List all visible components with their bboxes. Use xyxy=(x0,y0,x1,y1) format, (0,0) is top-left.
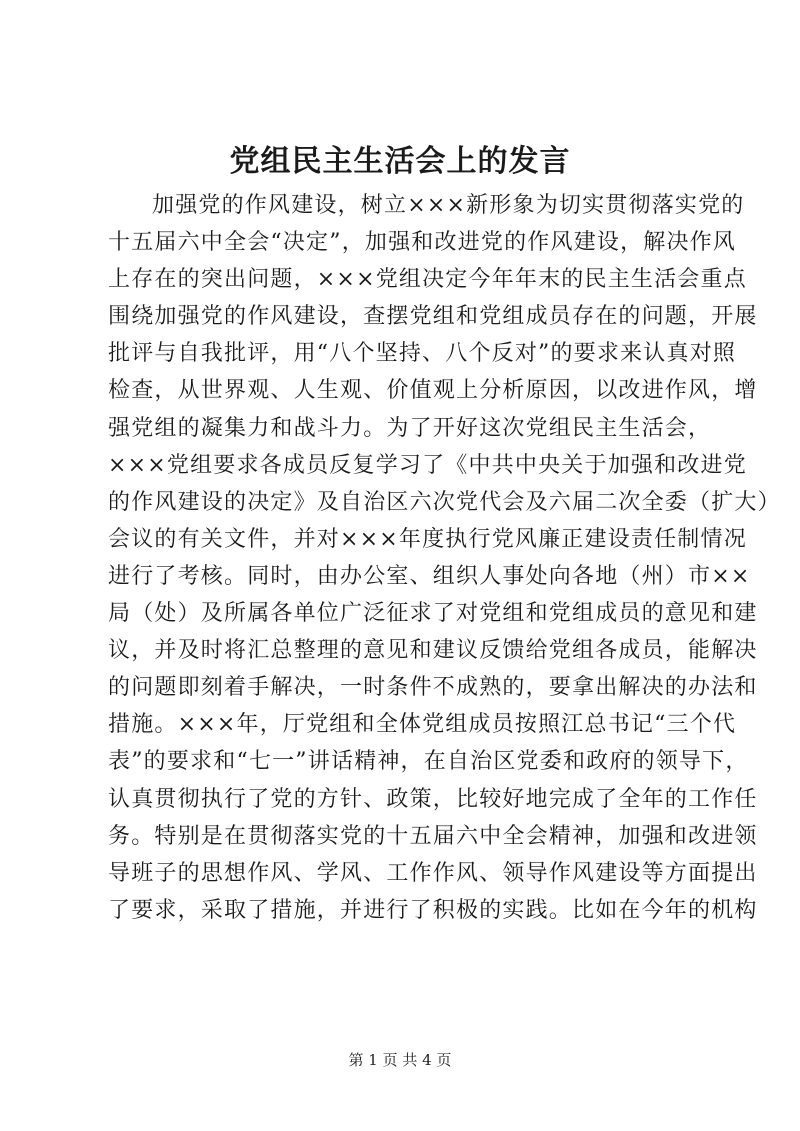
paragraph-line: 强党组的凝集力和战斗力。为了开好这次党组民主生活会， xyxy=(108,415,712,441)
paragraph-line: 会议的有关文件，并对×××年度执行党风廉正建设责任制情况 xyxy=(108,526,747,552)
paragraph-line: 围绕加强党的作风建设，查摆党组和党组成员存在的问题，开展 xyxy=(108,304,758,330)
paragraph-line: 务。特别是在贯彻落实党的十五届六中全会精神，加强和改进领 xyxy=(108,823,758,849)
document-title: 党组民主生活会上的发言 xyxy=(229,144,571,179)
paragraph-line: 局（处）及所属各单位广泛征求了对党组和党组成员的意见和建 xyxy=(108,601,758,627)
paragraph-line: 上存在的突出问题，×××党组决定今年年末的民主生活会重点 xyxy=(108,267,747,293)
paragraph-line: ×××党组要求各成员反复学习了《中共中央关于加强和改进党 xyxy=(108,452,747,478)
document-body xyxy=(108,187,781,929)
paragraph-line: 议，并及时将汇总整理的意见和建议反馈给党组各成员，能解决 xyxy=(108,638,758,664)
paragraph-line: 导班子的思想作风、学风、工作作风、领导作风建设等方面提出 xyxy=(108,860,758,886)
paragraph-line: 十五届六中全会“决定”，加强和改进党的作风建设，解决作风 xyxy=(108,230,737,256)
paragraph-line: 批评与自我批评，用“八个坚持、八个反对”的要求来认真对照 xyxy=(108,341,737,367)
paragraph-line: 了要求，采取了措施，并进行了积极的实践。比如在今年的机构 xyxy=(108,897,758,923)
paragraph-line: 的作风建设的决定》及自治区六次党代会及六届二次全委（扩大） xyxy=(108,489,781,515)
paragraph-line: 表”的要求和“七一”讲话精神，在自治区党委和政府的领导下， xyxy=(108,749,749,775)
paragraph-line: 进行了考核。同时，由办公室、组织人事处向各地（州）市×× xyxy=(108,563,751,589)
paragraph-line: 认真贯彻执行了党的方针、政策，比较好地完成了全年的工作任 xyxy=(108,786,758,812)
paragraph-line: 检查，从世界观、人生观、价值观上分析原因，以改进作风，增 xyxy=(108,378,758,404)
paragraph-line: 的问题即刻着手解决，一时条件不成熟的，要拿出解决的办法和 xyxy=(108,675,758,701)
page-number-footer: 第 1 页 共 4 页 xyxy=(348,1051,452,1069)
paragraph-line: 措施。×××年，厅党组和全体党组成员按照江总书记“三个代 xyxy=(108,712,737,738)
paragraph-line: 加强党的作风建设，树立×××新形象为切实贯彻落实党的 xyxy=(152,193,745,218)
